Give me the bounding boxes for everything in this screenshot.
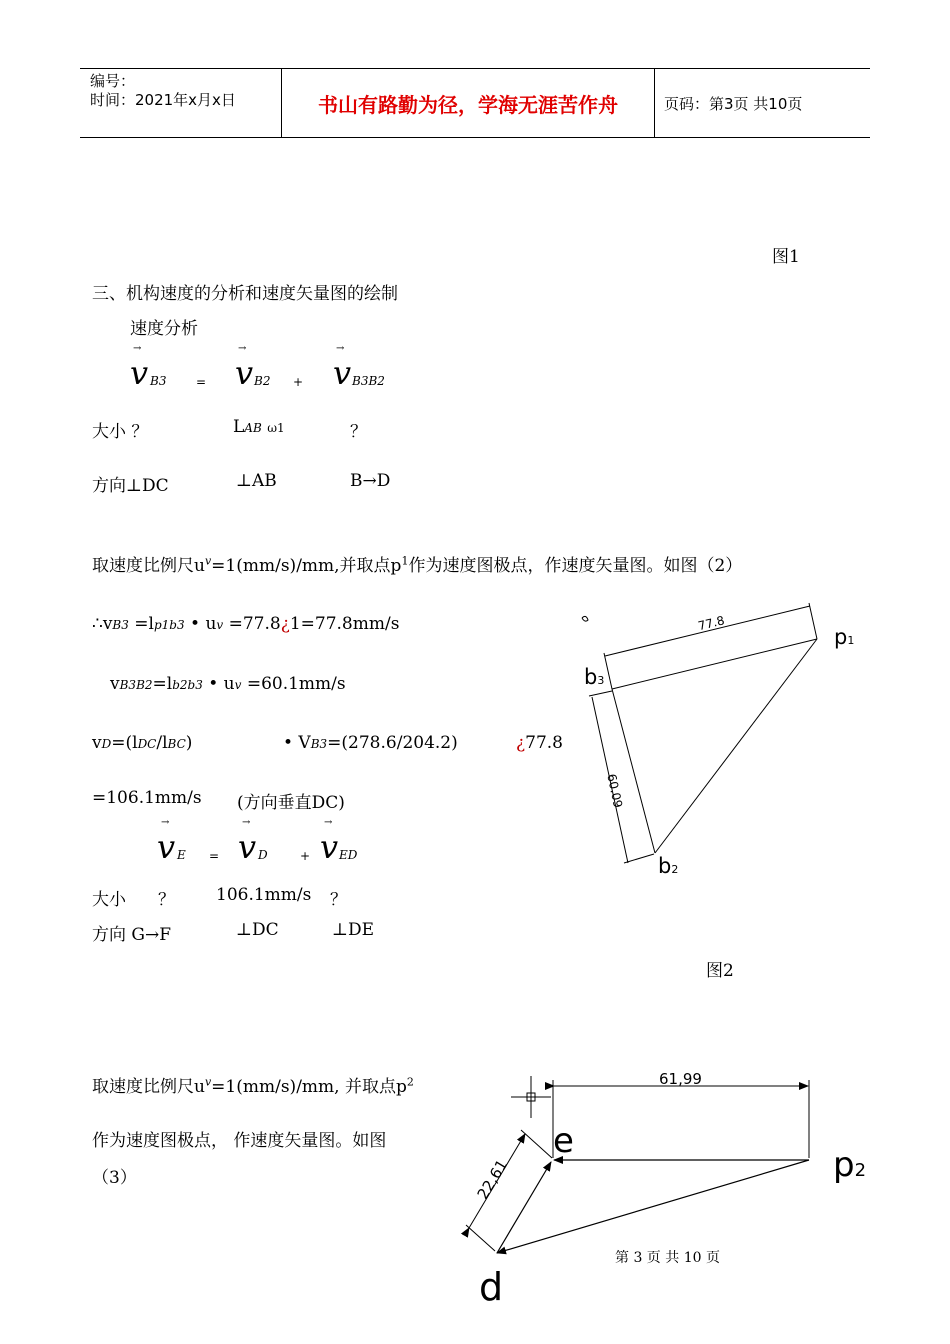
text-run: 77.8 <box>525 733 563 753</box>
text-run: v <box>234 678 242 692</box>
magnitude-label-1: 大小 ？ <box>92 422 149 442</box>
vector-b3-b2 <box>612 689 655 853</box>
vector-subscript: B3 <box>150 374 167 388</box>
magnitude-sub: AB <box>244 421 262 435</box>
page-header <box>80 68 870 138</box>
text-run: =1(mm/s)/mm, 并取点p <box>211 1077 407 1097</box>
label-subscript: 2 <box>671 863 679 876</box>
vector-subscript: E <box>177 848 186 862</box>
header-number: 编号： <box>90 72 136 90</box>
scale-statement-2-line1 <box>92 1072 414 1097</box>
vector-subscript: B2 <box>254 374 271 388</box>
point-label-d: d <box>479 1265 504 1309</box>
text-run: • u <box>184 614 217 634</box>
direction-value-de: ⊥DE <box>332 920 375 940</box>
label-subscript: 3 <box>597 674 605 687</box>
header-page-info: 页码：第3页 共10页 <box>664 95 803 113</box>
text-run: v <box>110 674 120 694</box>
magnitude-unknown: ？ <box>330 890 347 910</box>
text-run: v <box>92 733 102 753</box>
direction-value-ab: ⊥AB <box>236 471 277 491</box>
magnitude-l: L <box>233 417 245 437</box>
vector-arrow: → <box>161 817 170 828</box>
vector-subscript: B3B2 <box>352 374 385 388</box>
vector-arrow: → <box>324 817 333 828</box>
calc-vb3b2 <box>110 674 346 694</box>
magnitude-omega: ω1 <box>267 421 285 435</box>
header-motto: 书山有路勤为径，学海无涯苦作舟 <box>318 93 618 117</box>
velocity-diagram-2 <box>455 1060 875 1310</box>
point-label-b3 <box>584 665 604 689</box>
magnitude-unknown: ？ <box>158 890 175 910</box>
direction-label-2: 方向 G→F <box>92 925 172 945</box>
text-run: =(l <box>111 733 138 753</box>
equals-sign: = <box>196 375 207 389</box>
header-divider <box>654 69 655 137</box>
magnitude-vd: 106.1mm/s <box>216 885 312 905</box>
dimension-label-left: 22,61 <box>473 1156 512 1203</box>
vector-symbol: v <box>320 828 339 866</box>
vector-symbol: v <box>333 354 352 392</box>
text-run: 取速度比例尺u <box>92 1077 205 1097</box>
text-run: 1 <box>401 554 409 568</box>
scale-statement-2-line3: （3） <box>92 1168 137 1188</box>
header-meta <box>90 72 236 110</box>
vector-arrow: → <box>242 817 251 828</box>
header-date: 时间：2021年x月x日 <box>90 91 236 109</box>
label-letter: p <box>833 1145 855 1185</box>
label-letter: b <box>658 854 672 878</box>
direction-label-1: 方向⊥DC <box>92 476 169 496</box>
calc-vd-part2 <box>283 733 458 753</box>
label-subscript: 1 <box>847 634 855 647</box>
calc-vd-note: (方向垂直DC) <box>237 793 345 813</box>
text-run: =l <box>128 614 154 634</box>
vector-p1-b2 <box>655 639 817 853</box>
calc-vd <box>92 733 192 753</box>
extension-line <box>466 1225 495 1251</box>
text-run: b2b3 <box>172 678 203 692</box>
text-run: ¿ <box>516 733 526 753</box>
extension-line <box>624 854 654 863</box>
text-run: v <box>204 554 212 568</box>
text-run: • V <box>283 733 311 753</box>
text-run: B3 <box>112 618 129 632</box>
text-run: ∴v <box>92 614 113 634</box>
direction-value-dc: ⊥DC <box>236 920 279 940</box>
scale-statement-2-line2: 作为速度图极点， 作速度矢量图。如图 <box>92 1131 387 1151</box>
vector-symbol: v <box>238 828 257 866</box>
text-run: ¿ <box>280 614 290 634</box>
magnitude-label-2: 大小 <box>92 890 126 910</box>
page-footer: 第 3 页 共 10 页 <box>615 1250 720 1266</box>
scale-statement-1 <box>92 551 742 576</box>
vector-symbol: v <box>130 354 149 392</box>
vector-arrow: → <box>133 343 142 354</box>
label-letter: b <box>584 665 598 689</box>
calc-vd-part3 <box>516 733 563 753</box>
label-letter: p <box>834 625 848 649</box>
calc-vb3 <box>92 614 399 634</box>
point-label-e: e <box>553 1121 574 1161</box>
point-label-b2 <box>658 854 678 878</box>
plus-sign: + <box>293 375 304 389</box>
text-run: p1b3 <box>153 618 185 632</box>
section-title: 三、机构速度的分析和速度矢量图的绘制 <box>92 284 398 304</box>
text-run: =l <box>152 674 173 694</box>
magnitude-unknown: ？ <box>350 422 367 442</box>
equals-sign: = <box>209 849 220 863</box>
extension-line <box>809 603 817 639</box>
text-run: BC <box>167 737 186 751</box>
point-label-p1 <box>834 625 854 649</box>
dimension-label-left: 60.09 <box>604 772 626 810</box>
text-run: ) <box>185 733 193 753</box>
extension-line <box>604 653 612 689</box>
text-run: 取速度比例尺u <box>92 556 205 576</box>
dimension-label-top: 77.8 <box>696 613 726 634</box>
text-run: 作为速度图极点，作速度矢量图。如图（2） <box>408 556 743 576</box>
text-run: 1=77.8mm/s <box>289 614 400 634</box>
vector-symbol: v <box>157 828 176 866</box>
text-run: v <box>216 618 224 632</box>
vector-subscript: ED <box>339 848 358 862</box>
text-run: =60.1mm/s <box>241 674 346 694</box>
point-label-p2 <box>833 1145 866 1185</box>
vector-arrow: → <box>238 343 247 354</box>
direction-value-bd: B→D <box>350 471 391 491</box>
velocity-diagram-1 <box>560 590 880 890</box>
text-run: /l <box>156 733 168 753</box>
calc-vd-result: =106.1mm/s <box>92 788 202 808</box>
text-run: 2 <box>406 1075 414 1089</box>
text-run: B3 <box>310 737 328 751</box>
text-run: v <box>204 1075 212 1089</box>
text-run: • u <box>202 674 235 694</box>
label-subscript: 2 <box>854 1160 867 1181</box>
sub-title: 速度分析 <box>130 319 198 339</box>
dimension-label-top: 61,99 <box>659 1070 702 1088</box>
text-run: =(278.6/204.2) <box>327 733 458 753</box>
extension-line <box>589 691 612 696</box>
text-run: D <box>101 737 112 751</box>
cursor-mark-icon <box>582 616 588 621</box>
magnitude-value-lab <box>233 417 285 437</box>
plus-sign: + <box>300 849 311 863</box>
vector-arrow: → <box>336 343 345 354</box>
text-run: =77.8 <box>223 614 281 634</box>
figure-2-caption: 图2 <box>706 961 734 981</box>
text-run: =1(mm/s)/mm,并取点p <box>211 556 402 576</box>
text-run: DC <box>137 737 157 751</box>
text-run: B3B2 <box>119 678 153 692</box>
figure-1-caption: 图1 <box>772 247 800 267</box>
vector-subscript: D <box>258 848 268 862</box>
vector-symbol: v <box>235 354 254 392</box>
extension-line <box>521 1130 552 1158</box>
